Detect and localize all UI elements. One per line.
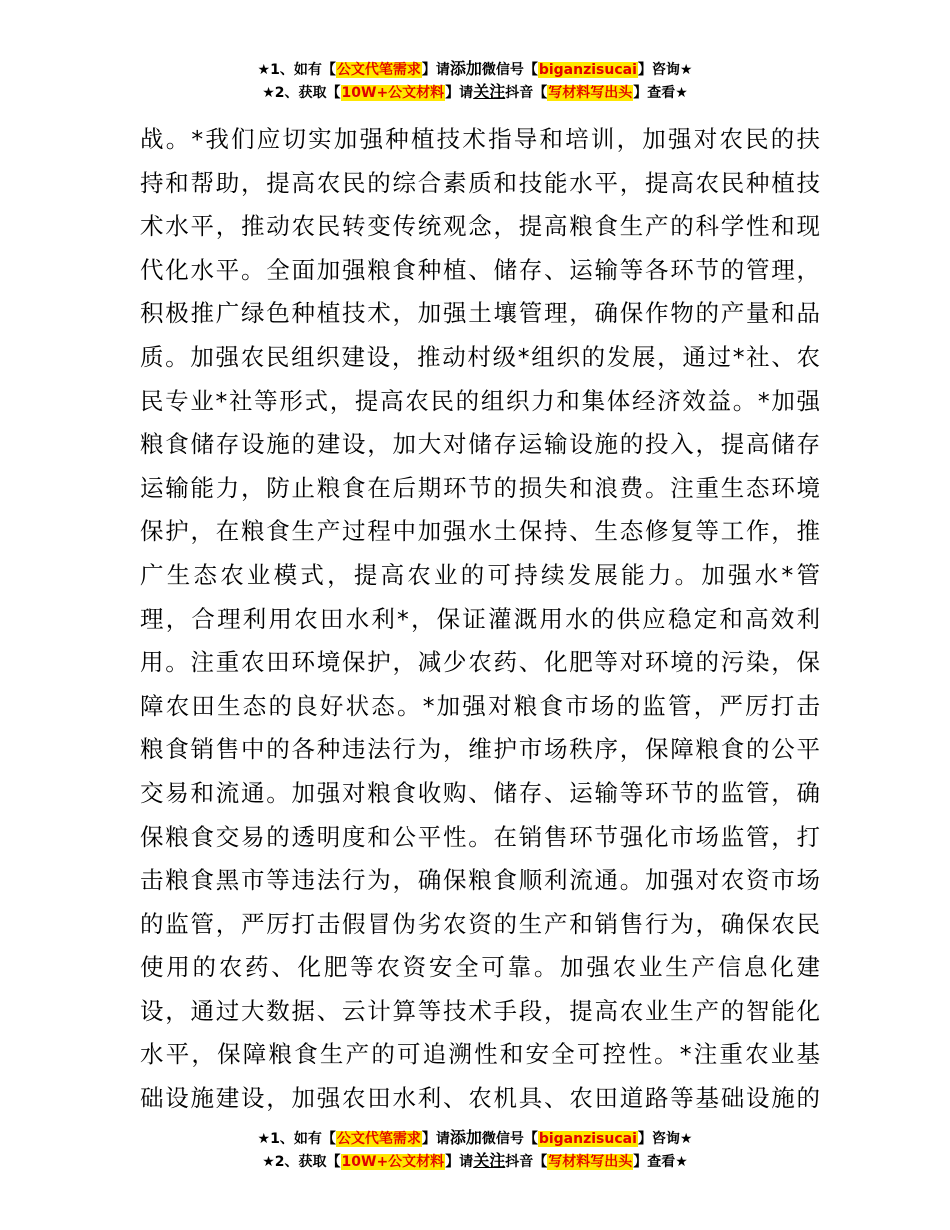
- body-line: 的监管，严厉打击假冒伪劣农资的生产和销售行为，确保农民: [140, 909, 820, 938]
- banner-text: 】请: [445, 1154, 474, 1170]
- body-line: 代化水平。全面加强粮食种植、储存、运输等各环节的管理，: [140, 255, 820, 284]
- highlight-douyin: 写材料写出头: [548, 1154, 633, 1170]
- banner-text: 1、如有【: [270, 1131, 336, 1147]
- banner-line-2: [0, 81, 950, 104]
- banner-text: 】查看: [633, 85, 676, 101]
- highlight-wechat-id: biganzisucai: [538, 62, 637, 78]
- banner-text: 】咨询: [637, 62, 680, 78]
- body-line: 战。*我们应切实加强种植技术指导和培训，加强对农民的扶: [140, 125, 820, 153]
- body-line: 水平，保障粮食生产的可追溯性和安全可控性。*注重农业基: [140, 1040, 820, 1069]
- highlight-materials: 10W+公文材料: [341, 1154, 445, 1170]
- banner-emphasis: 添加: [449, 59, 482, 78]
- banner-text: 微信号【: [481, 1131, 538, 1147]
- star-icon: ★: [675, 1154, 688, 1170]
- banner-line-1: [0, 58, 950, 81]
- star-icon: ★: [257, 1131, 271, 1147]
- body-line: 击粮食黑市等违法行为，确保粮食顺利流通。加强对农资市场: [140, 866, 820, 895]
- star-icon: ★: [257, 62, 271, 78]
- header-banner: [0, 58, 950, 104]
- banner-text: 2、获取【: [274, 1154, 341, 1170]
- star-icon: ★: [262, 1154, 275, 1170]
- body-line: 粮食销售中的各种违法行为，维护市场秩序，保障粮食的公平: [140, 735, 820, 764]
- highlight-wechat-id: biganzisucai: [538, 1131, 637, 1147]
- body-line: 运输能力，防止粮食在后期环节的损失和浪费。注重生态环境: [140, 473, 820, 502]
- banner-emphasis: 添加: [449, 1128, 482, 1147]
- highlight-service: 公文代笔需求: [336, 62, 421, 78]
- body-line: 用。注重农田环境保护，减少农药、化肥等对环境的污染，保: [140, 648, 820, 677]
- banner-text: 】请: [421, 62, 450, 78]
- body-line: 广生态农业模式，提高农业的可持续发展能力。加强水*管: [140, 560, 820, 589]
- banner-text: 】请: [421, 1131, 450, 1147]
- body-line: 设，通过大数据、云计算等技术手段，提高农业生产的智能化: [140, 996, 820, 1025]
- banner-text: 2、获取【: [274, 85, 341, 101]
- body-line: 保粮食交易的透明度和公平性。在销售环节强化市场监管，打: [140, 822, 820, 851]
- body-line: 持和帮助，提高农民的综合素质和技能水平，提高农民种植技: [140, 168, 820, 197]
- document-body: [140, 118, 820, 1121]
- banner-line-1: [0, 1127, 950, 1150]
- body-line: 术水平，推动农民转变传统观念，提高粮食生产的科学性和现: [140, 212, 820, 241]
- body-line: 础设施建设，加强农田水利、农机具、农田道路等基础设施的: [140, 1084, 820, 1113]
- banner-text: 】请: [445, 85, 474, 101]
- banner-text: 微信号【: [481, 62, 538, 78]
- banner-text: 】查看: [633, 1154, 676, 1170]
- star-icon: ★: [679, 62, 693, 78]
- body-line: 使用的农药、化肥等农资安全可靠。加强农业生产信息化建: [140, 953, 820, 982]
- banner-text: 抖音【: [505, 1154, 548, 1170]
- body-line: 保护，在粮食生产过程中加强水土保持、生态修复等工作，推: [140, 517, 820, 546]
- star-icon: ★: [675, 85, 688, 101]
- body-line: 粮食储存设施的建设，加大对储存运输设施的投入，提高储存: [140, 430, 820, 459]
- banner-line-2: [0, 1150, 950, 1173]
- star-icon: ★: [262, 85, 275, 101]
- body-line: 理，合理利用农田水利*，保证灌溉用水的供应稳定和高效利: [140, 604, 820, 633]
- body-line: 质。加强农民组织建设，推动村级*组织的发展，通过*社、农: [140, 342, 820, 371]
- footer-banner: [0, 1127, 950, 1173]
- banner-emphasis: 关注: [473, 82, 506, 101]
- banner-emphasis: 关注: [473, 1151, 506, 1170]
- highlight-douyin: 写材料写出头: [548, 85, 633, 101]
- highlight-materials: 10W+公文材料: [341, 85, 445, 101]
- star-icon: ★: [679, 1131, 693, 1147]
- body-line: 民专业*社等形式，提高农民的组织力和集体经济效益。*加强: [140, 386, 820, 415]
- banner-text: 抖音【: [505, 85, 548, 101]
- body-line: 交易和流通。加强对粮食收购、储存、运输等环节的监管，确: [140, 778, 820, 807]
- banner-text: 1、如有【: [270, 62, 336, 78]
- highlight-service: 公文代笔需求: [336, 1131, 421, 1147]
- body-line: 积极推广绿色种植技术，加强土壤管理，确保作物的产量和品: [140, 299, 820, 328]
- body-line: 障农田生态的良好状态。*加强对粮食市场的监管，严厉打击: [140, 691, 820, 720]
- banner-text: 】咨询: [637, 1131, 680, 1147]
